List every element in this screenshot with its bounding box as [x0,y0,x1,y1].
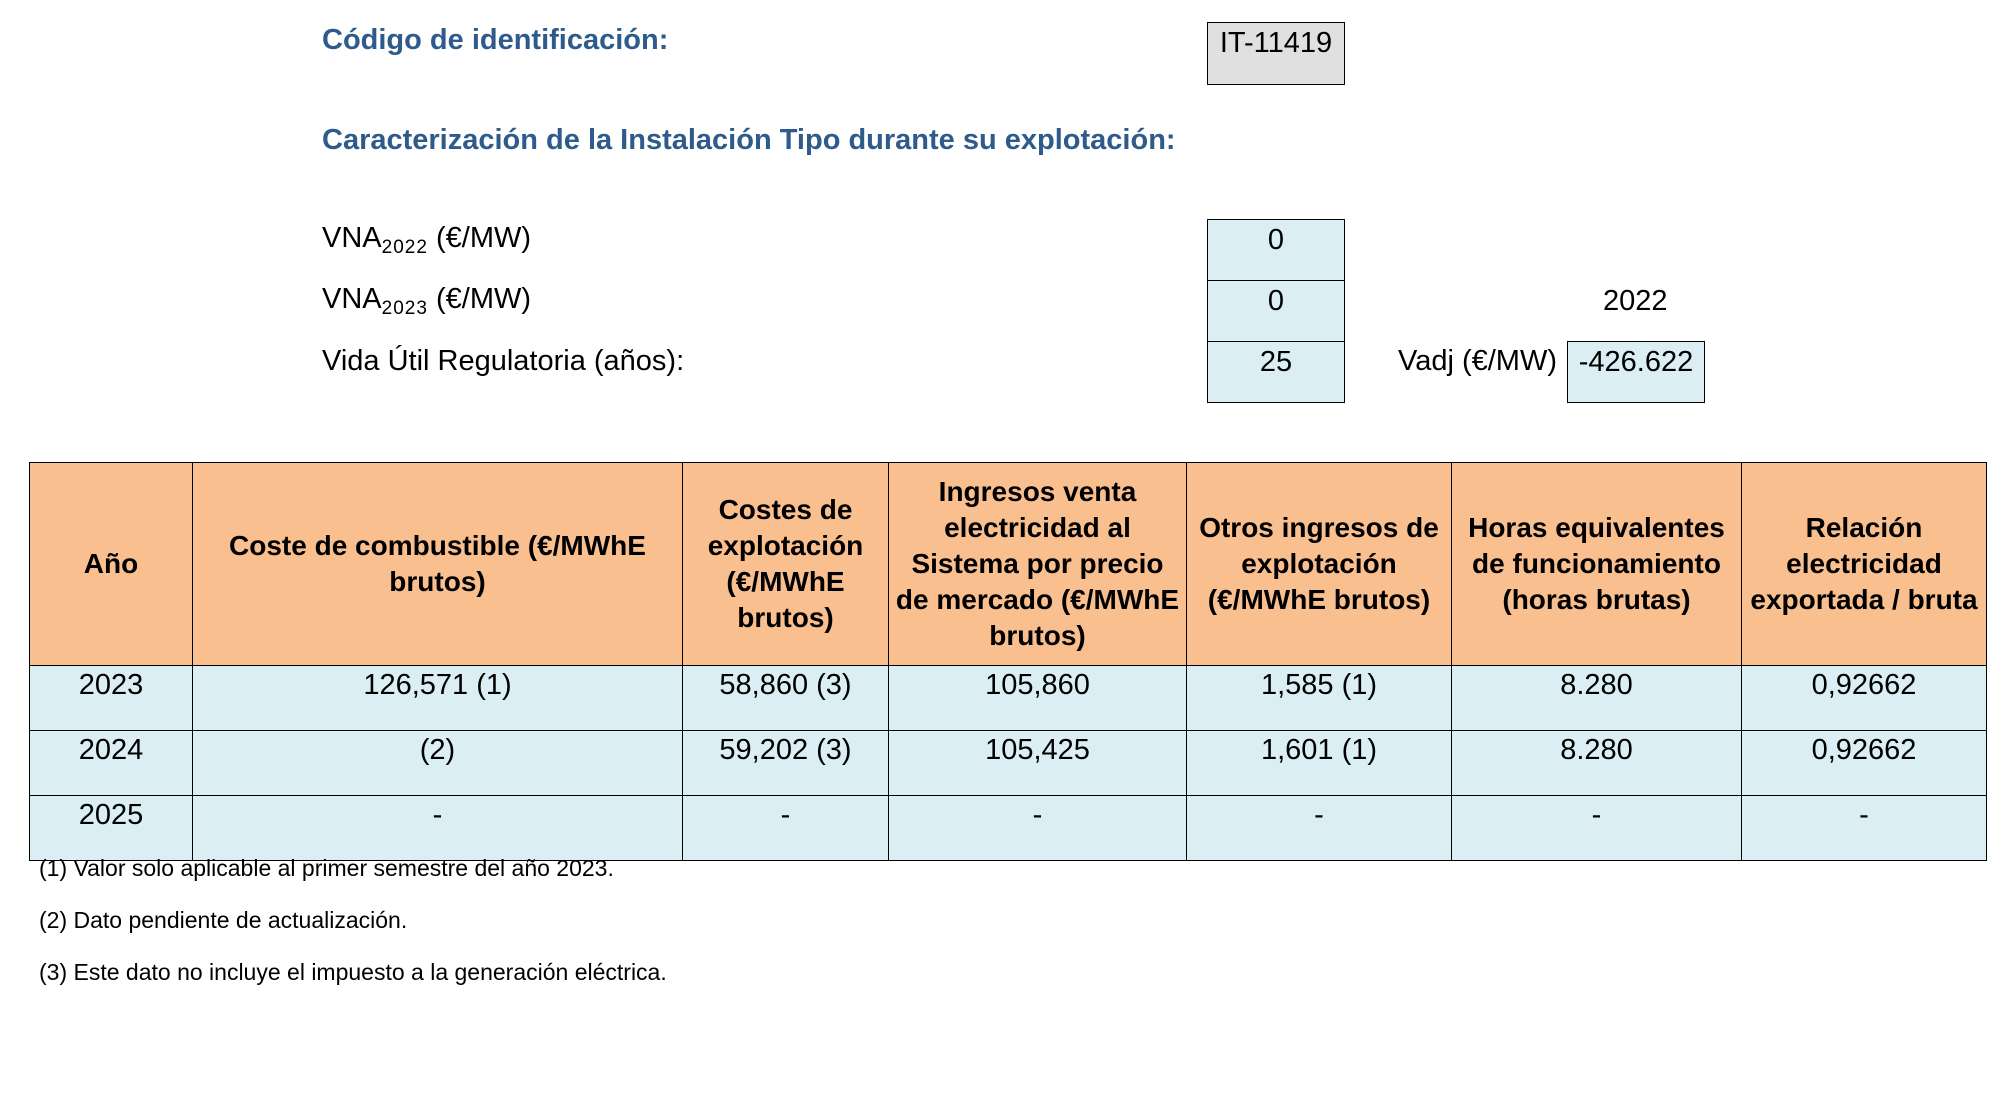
footnote-1: (1) Valor solo aplicable al primer semestre del año 2023. [39,855,614,881]
vna-2022-label: $VNA_{2022}$ (€/MW) [322,222,532,258]
vida-util-value: 25 [1207,341,1345,403]
vadj-value: -426.622 [1567,341,1705,403]
header-year: Año [30,463,193,666]
cell-export-ratio: - [1742,796,1987,861]
cell-fuel-cost: (2) [193,731,683,796]
cell-export-ratio: 0,92662 [1742,666,1987,731]
cell-operating-cost: 59,202 (3) [683,731,889,796]
footnote-3: (3) Este dato no incluye el impuesto a la generación eléctrica. [39,959,667,985]
vida-util-label: Vida Útil Regulatoria (años): [322,345,685,377]
cell-market-income: 105,860 [889,666,1187,731]
vna-2022-value: 0 [1207,219,1345,281]
table-row [30,731,1987,796]
table-row [30,666,1987,731]
cell-equivalent-hours: 8.280 [1452,666,1742,731]
cell-other-income: 1,601 (1) [1187,731,1452,796]
header-operating-cost: Costes de explotación (€/MWhE brutos) [683,463,889,666]
header-equivalent-hours: Horas equivalentes de funcionamiento (horas brutas) [1452,463,1742,666]
cell-other-income: 1,585 (1) [1187,666,1452,731]
id-value: IT-11419 [1207,22,1345,85]
cell-market-income: 105,425 [889,731,1187,796]
cell-year: 2025 [30,796,193,861]
cell-fuel-cost: 126,571 (1) [193,666,683,731]
cell-year: 2024 [30,731,193,796]
vna-2023-value: 0 [1207,280,1345,342]
footnote-2: (2) Dato pendiente de actualización. [39,907,408,933]
cell-market-income: - [889,796,1187,861]
cell-operating-cost: - [683,796,889,861]
header-other-income: Otros ingresos de explotación (€/MWhE brutos) [1187,463,1452,666]
operation-table [29,462,1987,861]
table-header-row [30,463,1987,666]
cell-equivalent-hours: 8.280 [1452,731,1742,796]
table-row [30,796,1987,861]
subtitle: Caracterización de la Instalación Tipo durante su explotación: [322,124,1176,156]
vna-2023-label: $VNA_{2023}$ (€/MW) [322,283,532,319]
cell-year: 2023 [30,666,193,731]
header-export-ratio: Relación electricidad exportada / bruta [1742,463,1987,666]
cell-fuel-cost: - [193,796,683,861]
header-market-income: Ingresos venta electricidad al Sistema por precio de mercado (€/MWhE brutos) [889,463,1187,666]
cell-operating-cost: 58,860 (3) [683,666,889,731]
cell-export-ratio: 0,92662 [1742,731,1987,796]
reference-year: 2022 [1603,285,1668,317]
vadj-label: Vadj (€/MW) [1398,345,1557,377]
cell-equivalent-hours: - [1452,796,1742,861]
header-fuel-cost: Coste de combustible (€/MWhE brutos) [193,463,683,666]
id-label: Código de identificación: [322,24,669,56]
cell-other-income: - [1187,796,1452,861]
